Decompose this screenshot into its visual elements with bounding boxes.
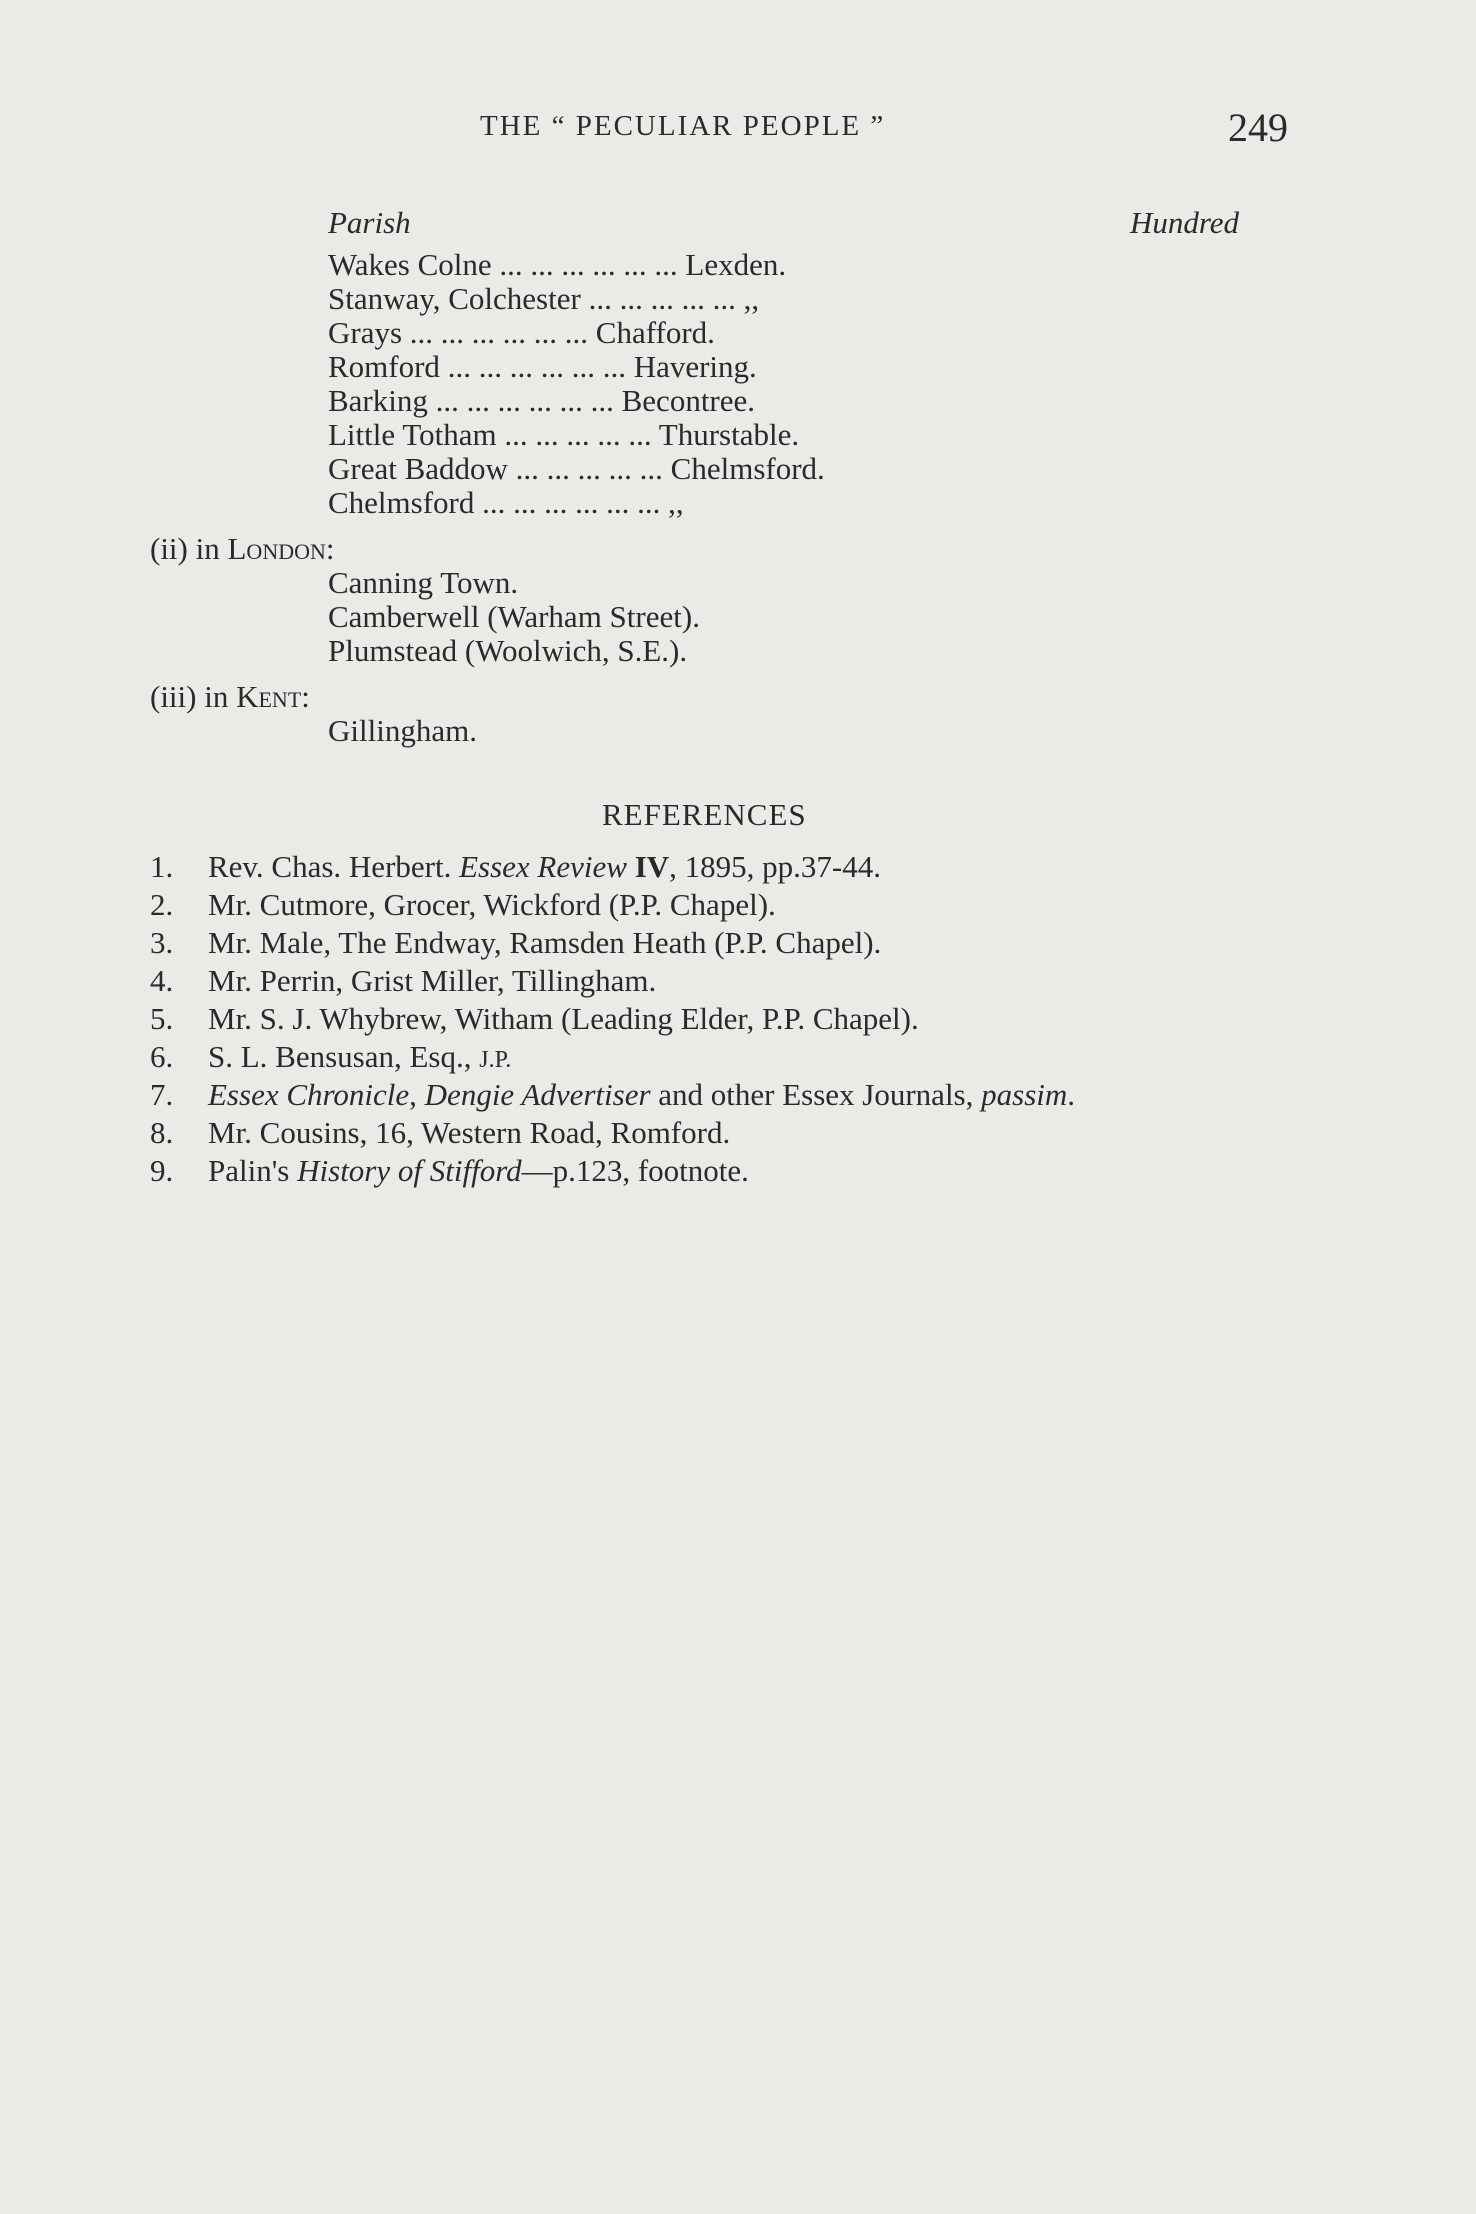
reference-item: 8. Mr. Cousins, 16, Western Road, Romford.	[150, 1115, 731, 1150]
reference-item: 1. Rev. Chas. Herbert. Essex Review IV, 1895, pp.37-44.	[150, 849, 881, 884]
parish-name: Chelmsford	[328, 485, 475, 520]
hundred-name: Lexden.	[685, 247, 787, 282]
leader-dots: ... ... ... ... ... ...	[409, 315, 589, 350]
parish-name: Romford	[328, 349, 440, 384]
hundred-name: Chelmsford.	[670, 451, 825, 486]
parish-name: Grays	[328, 315, 403, 350]
parish-row-4	[328, 350, 757, 384]
references-heading: REFERENCES	[602, 797, 807, 832]
parish-name: Great Baddow	[328, 451, 508, 486]
parish-name: Barking	[328, 383, 428, 418]
leader-dots: ... ... ... ... ... ...	[435, 383, 614, 418]
leader-dots: ... ... ... ... ...	[588, 281, 736, 316]
reference-item: 9. Palin's History of Stifford—p.123, footnote.	[150, 1153, 749, 1188]
reference-item: 2. Mr. Cutmore, Grocer, Wickford (P.P. Chapel).	[150, 887, 776, 922]
hundred-name: Chafford.	[595, 315, 715, 350]
hundred-name: Thurstable.	[658, 417, 800, 452]
london-place: Canning Town.	[328, 565, 519, 600]
running-title: THE “ PECULIAR PEOPLE ”	[480, 110, 886, 142]
reference-item: 3. Mr. Male, The Endway, Ramsden Heath (P.P. Chapel).	[150, 925, 882, 960]
column-header-parish: Parish	[328, 205, 411, 240]
parish-name: Stanway, Colchester	[328, 281, 581, 316]
leader-dots: ... ... ... ... ... ...	[482, 485, 661, 520]
parish-row-2	[328, 282, 759, 316]
hundred-name: ,,	[743, 281, 760, 316]
parish-row-8	[328, 486, 684, 520]
hundred-name: Becontree.	[621, 383, 756, 418]
london-place: Camberwell (Warham Street).	[328, 599, 700, 634]
leader-dots: ... ... ... ... ... ...	[447, 349, 626, 384]
london-heading: (ii) in London:	[150, 531, 335, 566]
london-place: Plumstead (Woolwich, S.E.).	[328, 633, 688, 668]
leader-dots: ... ... ... ... ... ...	[499, 247, 678, 282]
parish-row-1	[328, 248, 786, 282]
parish-row-6	[328, 418, 799, 452]
reference-item: 6. S. L. Bensusan, Esq., J.P.	[150, 1039, 512, 1074]
leader-dots: ... ... ... ... ...	[504, 417, 652, 452]
hundred-name: ,,	[668, 485, 684, 520]
kent-heading: (iii) in Kent:	[150, 679, 310, 714]
parish-row-5	[328, 384, 755, 418]
parish-row-3	[328, 316, 715, 350]
column-header-hundred: Hundred	[1130, 205, 1240, 240]
reference-item: 5. Mr. S. J. Whybrew, Witham (Leading Elder, P.P. Chapel).	[150, 1001, 919, 1036]
leader-dots: ... ... ... ... ...	[515, 451, 663, 486]
parish-name: Wakes Colne	[328, 247, 492, 282]
parish-row-7	[328, 452, 825, 486]
page-number: 249	[1228, 105, 1288, 150]
parish-name: Little Totham	[328, 417, 497, 452]
reference-item: 7. Essex Chronicle, Dengie Advertiser and other Essex Journals, passim.	[150, 1077, 1076, 1112]
kent-place: Gillingham.	[328, 713, 477, 748]
reference-item: 4. Mr. Perrin, Grist Miller, Tillingham.	[150, 963, 657, 998]
hundred-name: Havering.	[633, 349, 757, 384]
